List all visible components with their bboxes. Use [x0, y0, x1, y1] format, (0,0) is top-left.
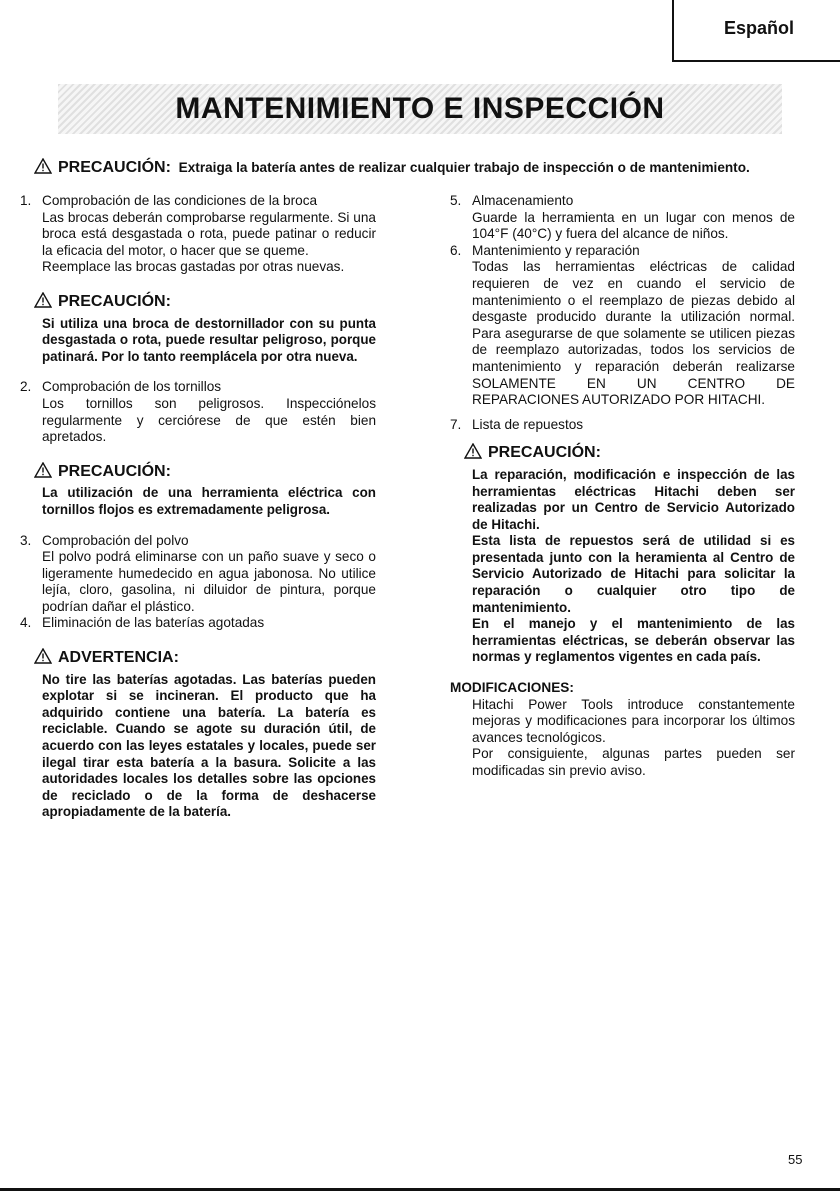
item-title: Mantenimiento y reparación	[472, 242, 640, 258]
item-paragraph: Reemplace las brocas gastadas por otras nuevas.	[42, 259, 345, 275]
language-label: Español	[724, 18, 795, 38]
item-number: 3.	[20, 532, 32, 548]
warning-triangle-icon	[34, 648, 52, 669]
item-4	[20, 615, 376, 632]
item-title: Lista de repuestos	[472, 416, 584, 432]
modifications-title: MODIFICACIONES:	[450, 680, 574, 696]
warning-text: No tire las baterías agotadas. Las baterías pueden explotar si se incineran. El producto que ha adquirido contiene una batería. La batería es reciclable. Cuando se agote su duración útil, de acuerdo con las leyes estatales y locales, puede ser ilegal tirar esta batería a la basura. Solicite a las autoridades locales los detalles sobre las opciones de reciclado o de la forma de deshacerse apropiadamente de la batería.	[42, 671, 376, 820]
item-number: 7.	[450, 416, 462, 432]
warning-triangle-icon	[34, 292, 52, 313]
item-paragraph: Los tornillos son peligrosos. Inspecciónelos regularmente y cerciórese de que estén bien apretados.	[42, 395, 376, 445]
item-2	[20, 379, 376, 445]
left-column	[20, 193, 376, 835]
section-banner	[58, 84, 782, 134]
caution-head: PRECAUCIÓN:	[58, 462, 171, 480]
item-number: 1.	[20, 193, 32, 208]
caution-text: En el manejo y el mantenimiento de las herramientas eléctricas, se deberán observar las normas y reglamentos vigentes en cada país.	[472, 616, 795, 665]
caution-block	[464, 443, 795, 666]
modifications-paragraph: Hitachi Power Tools introduce constantemente mejoras y modificaciones para incorporar los últimos avances tecnológicos.	[472, 696, 795, 745]
item-paragraph: Las brocas deberán comprobarse regularmente. Si una broca está desgastada o rota, puede patinar o reducir la eficacia del motor, o hacer que se queme.	[42, 209, 376, 258]
warning-block	[34, 648, 376, 821]
item-3	[20, 533, 376, 616]
item-5	[450, 193, 795, 243]
caution-head: PRECAUCIÓN:	[58, 292, 171, 310]
language-tab	[672, 0, 840, 62]
warning-head: ADVERTENCIA:	[58, 649, 179, 667]
main-caution-head: PRECAUCIÓN:	[58, 159, 171, 176]
warning-triangle-icon	[464, 443, 482, 464]
item-number: 6.	[450, 242, 462, 258]
caution-text: Si utiliza una broca de destornillador con su punta desgastada o rota, puede resultar peligroso, porque patinará. Por lo tanto reemplácela por otra nueva.	[42, 315, 376, 364]
caution-block	[34, 292, 376, 365]
warning-triangle-icon	[34, 462, 52, 483]
bottom-divider	[0, 1188, 840, 1191]
item-title: Comprobación de los tornillos	[42, 379, 222, 395]
item-6	[450, 243, 795, 409]
modifications-body	[450, 697, 795, 780]
item-7	[450, 417, 795, 434]
item-number: 5.	[450, 193, 462, 208]
page-number: 55	[788, 1152, 803, 1167]
item-title: Comprobación del polvo	[42, 532, 189, 548]
section-title: MANTENIMIENTO E INSPECCIÓN	[175, 92, 665, 125]
modifications-paragraph: Por consiguiente, algunas partes pueden ser modificadas sin previo aviso.	[472, 746, 795, 778]
item-number: 4.	[20, 615, 32, 631]
right-column	[450, 193, 795, 780]
item-paragraph: El polvo podrá eliminarse con un paño suave y seco o ligeramente humedecido en agua jabonosa. No utilice lejía, cloro, gasolina, ni diluidor de pintura, porque podrían dañar el plástico.	[42, 549, 376, 614]
item-title: Eliminación de las baterías agotadas	[42, 615, 265, 631]
caution-block	[34, 462, 376, 519]
caution-text: Esta lista de repuestos será de utilidad si es presentada junto con la heramienta al Centro de Servicio Autorizado de Hitachi para solicitar la reparación o cualquier otro tipo de mantenimiento.	[472, 533, 795, 615]
item-paragraph: Todas las herramientas eléctricas de calidad requieren de vez en cuando el servicio de mantenimiento o el reemplazo de piezas debido al desgaste producido durante la utilización normal. Para asegurarse de que solamente se utilicen piezas de reemplazo autorizadas, todos los servicios de mantenimiento y reparación deberán realizarse SOLAMENTE EN UN CENTRO DE REPARACIONES AUTORIZADO POR HITACHI.	[472, 259, 795, 408]
item-number: 2.	[20, 379, 32, 395]
item-title: Comprobación de las condiciones de la broca	[42, 193, 318, 208]
item-paragraph: Guarde la herramienta en un lugar con menos de 104°F (40°C) y fuera del alcance de niños.	[472, 209, 795, 242]
main-caution-text: Extraiga la batería antes de realizar cualquier trabajo de inspección o de mantenimiento.	[178, 160, 750, 175]
caution-head: PRECAUCIÓN:	[488, 444, 601, 462]
item-title: Almacenamiento	[472, 193, 574, 208]
caution-text: La reparación, modificación e inspección de las herramientas eléctricas Hitachi deben ser realizadas por un Centro de Servicio Autorizado de Hitachi.	[472, 466, 795, 532]
main-caution	[34, 158, 750, 177]
item-1	[20, 193, 376, 276]
warning-triangle-icon	[34, 158, 52, 177]
caution-text: La utilización de una herramienta eléctrica con tornillos flojos es extremadamente peligrosa.	[42, 485, 376, 517]
